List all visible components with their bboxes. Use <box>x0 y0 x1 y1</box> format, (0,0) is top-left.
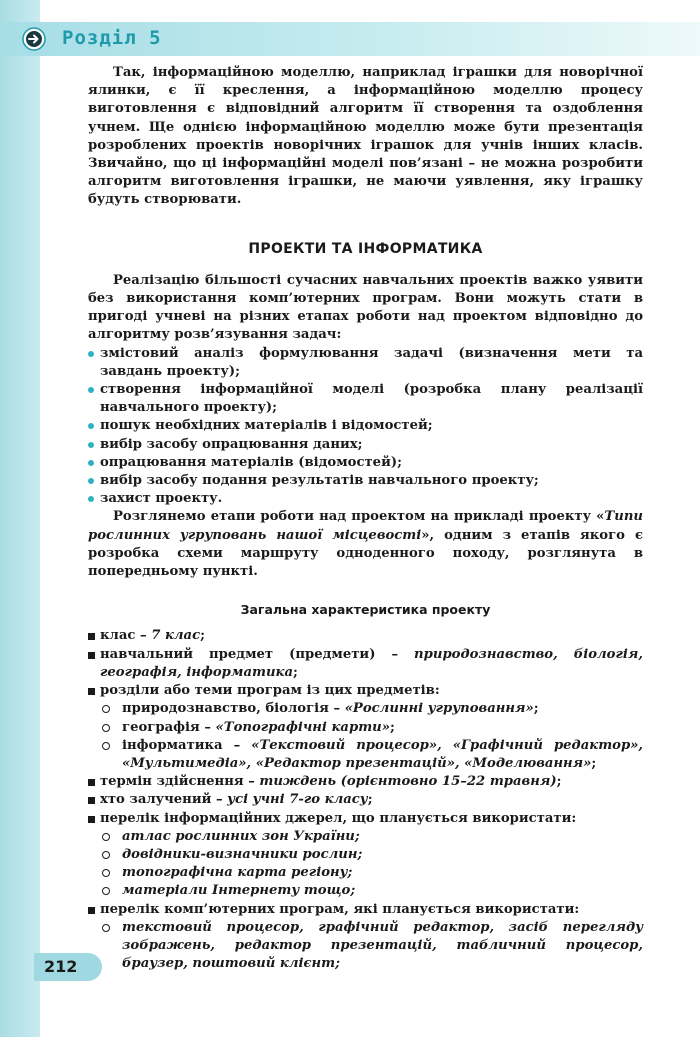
sub-list-item: текстовий процесор, графічний редактор, засіб перегляду зображень, редактор презентацій, табличний процесор, браузер, поштовий клієнт; <box>100 919 643 974</box>
item-value: «Рослинні угруповання» <box>344 701 534 717</box>
item-value: «Топографічні карти» <box>215 719 390 735</box>
sub-list <box>100 700 643 773</box>
item-value: природознавство, біологія, географія, інформатика <box>100 646 643 680</box>
project-name: Типи рослинних угруповань нашої місцевості <box>88 509 643 543</box>
subsection-heading: Загальна характеристика проекту <box>240 602 491 618</box>
sub-list <box>100 828 643 901</box>
section-heading: ПРОЕКТИ ТА ІНФОРМАТИКА <box>248 240 483 257</box>
list-item <box>88 773 643 791</box>
item-value: «Текстовий процесор», «Графічний редактор», «Мультимедіа», «Редактор презентацій», «Моделювання» <box>122 737 643 771</box>
list-item: вибір засобу подання результатів навчального проекту; <box>88 472 643 490</box>
item-end: ; <box>533 701 539 717</box>
item-label: природознавство, біологія – <box>122 701 345 717</box>
section-paragraph: Реалізацію більшості сучасних навчальних проектів важко уявити без використання комп’ютерних програм. Вони можуть стати в пригоді учневі на різних етапах роботи над проектом відповідно до алгоритму розв’язування задач: <box>88 272 643 343</box>
closing-text-1: Розглянемо етапи роботи над проектом на прикладі проекту « <box>113 509 605 525</box>
item-end: ; <box>390 719 395 735</box>
list-item <box>88 646 643 682</box>
list-item: змістовий аналіз формулювання задачі (визначення мети та завдань проекту); <box>88 345 643 381</box>
item-value: тиждень (орієнтовно 15–22 травня) <box>259 774 557 790</box>
item-label: розділи або теми програм із цих предметів: <box>100 683 440 699</box>
chapter-title: Розділ 5 <box>62 27 162 49</box>
steps-list <box>88 345 643 509</box>
list-item: створення інформаційної моделі (розробка плану реалізації навчального проекту); <box>88 381 643 417</box>
sub-list <box>100 919 643 974</box>
item-end: ; <box>293 664 298 680</box>
page-number-tab <box>34 953 102 981</box>
item-value: 7 клас <box>151 628 201 644</box>
list-item <box>88 627 643 645</box>
sub-list-item: матеріали Інтернету тощо; <box>100 882 643 900</box>
sub-list-item <box>100 737 643 773</box>
item-label: перелік комп’ютерних програм, які планується використати: <box>100 901 580 917</box>
closing-paragraph <box>88 508 643 581</box>
intro-paragraph: Так, інформаційною моделлю, наприклад іграшки для новорічної ялинки, є її креслення, а інформаційною моделлю процесу виготовлення є відповідний алгоритм її створення та оздоблення учнем. Ще однією інформаційною моделлю може бути презентація розроблених проектів новорічних іграшок для учнів інших класів. Звичайно, що ці інформаційні моделі пов’язані – не можна розробити алгоритм виготовлення іграшки, не маючи уявлення, яку іграшку будуть створювати. <box>88 65 643 208</box>
list-item: опрацювання матеріалів (відомостей); <box>88 454 643 472</box>
list-item <box>88 810 643 901</box>
list-item: пошук необхідних матеріалів і відомостей; <box>88 417 643 435</box>
sub-list-item: топографічна карта регіону; <box>100 864 643 882</box>
sub-list-item: довідники-визначники рослин; <box>100 846 643 864</box>
characteristics-list <box>88 627 643 973</box>
list-item <box>88 682 643 773</box>
sub-list-item <box>100 700 643 718</box>
item-label: навчальний предмет (предмети) – <box>100 646 415 662</box>
list-item <box>88 791 643 809</box>
page-content <box>88 64 643 973</box>
sub-list-item: атлас рослинних зон України; <box>100 828 643 846</box>
list-item: захист проекту. <box>88 490 643 508</box>
item-end: ; <box>556 774 562 790</box>
side-band <box>0 0 40 1037</box>
item-end: ; <box>367 792 373 808</box>
list-item <box>88 901 643 974</box>
item-label: перелік інформаційних джерел, що планується використати: <box>100 810 577 826</box>
item-label: географія – <box>122 719 216 735</box>
item-end: ; <box>200 628 205 644</box>
sub-list-item <box>100 719 643 737</box>
closing-text-2: », одним з етапів якого є розробка схеми маршруту одноденного походу, розглянута в попередньому пункті. <box>88 527 643 580</box>
item-value: усі учні 7-го класу <box>227 792 368 808</box>
item-label: клас – <box>100 628 152 644</box>
item-label: термін здійснення – <box>100 774 260 790</box>
item-label: хто залучений – <box>100 792 228 808</box>
page-number: 212 <box>44 957 78 976</box>
list-item: вибір засобу опрацювання даних; <box>88 436 643 454</box>
arrow-right-circle-icon <box>22 27 46 51</box>
item-label: інформатика – <box>122 737 252 753</box>
item-end: ; <box>591 755 597 771</box>
